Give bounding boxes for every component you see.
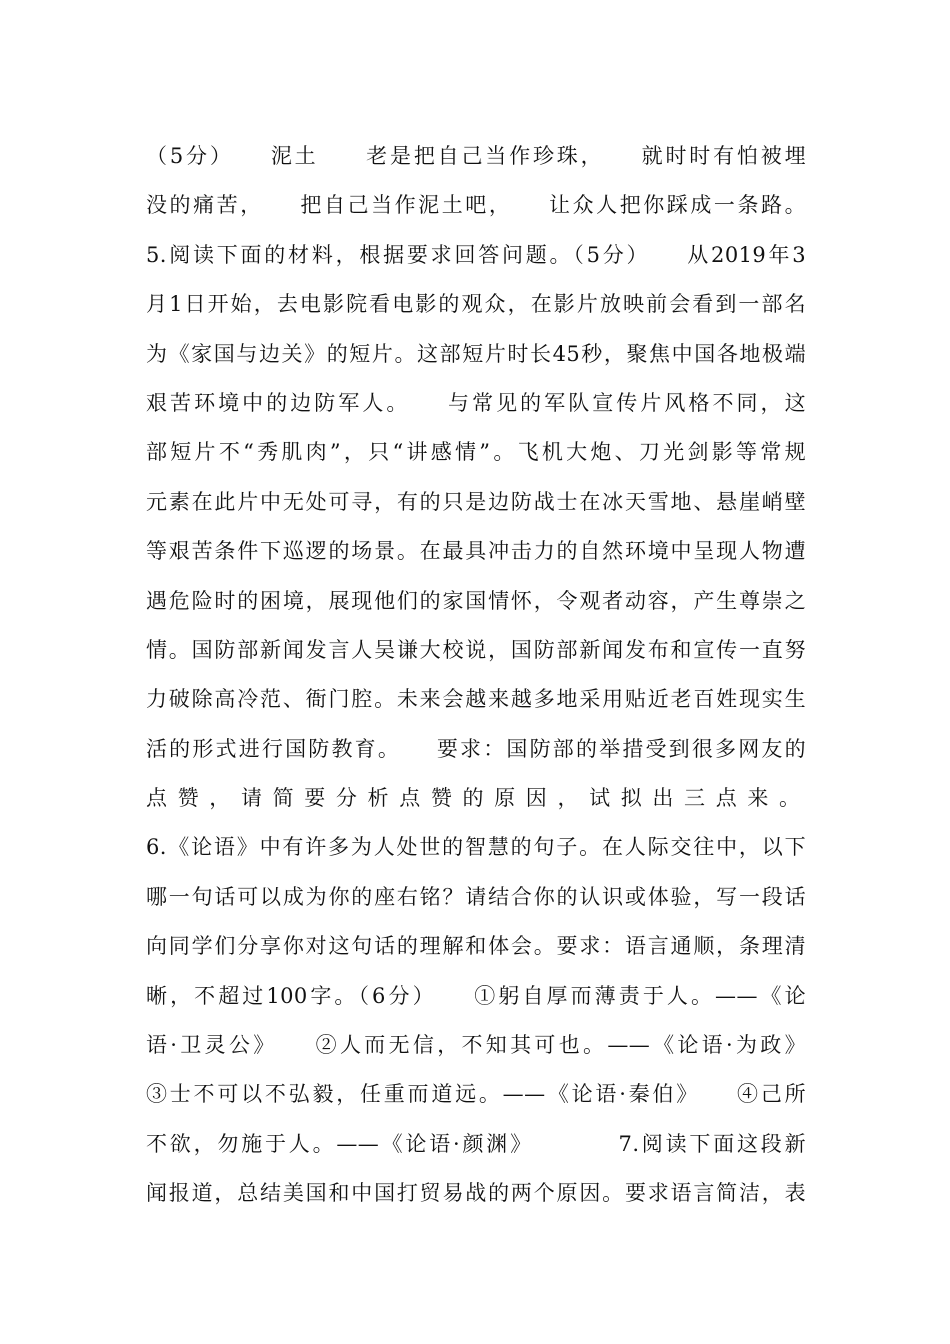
text-line: 为《家国与边关》的短片。这部短片时长45秒，聚焦中国各地极端 bbox=[146, 341, 806, 366]
text-line: 没的痛苦， 把自己当作泥土吧， 让众人把你踩成一条路。 bbox=[146, 193, 806, 218]
text-line: 5.阅读下面的材料，根据要求回答问题。（5分） 从2019年3 bbox=[146, 242, 806, 267]
text-line: 晰，不超过100字。（6分） ①躬自厚而薄责于人。——《论 bbox=[146, 983, 806, 1008]
text-line: 等艰苦条件下巡逻的场景。在最具冲击力的自然环境中呈现人物遭 bbox=[146, 539, 806, 564]
body-text bbox=[146, 132, 806, 1219]
text-line: 不欲，勿施于人。——《论语·颜渊》 7.阅读下面这段新 bbox=[146, 1131, 806, 1156]
text-line: 情。国防部新闻发言人吴谦大校说，国防部新闻发布和宣传一直努 bbox=[146, 637, 806, 662]
text-line: 向同学们分享你对这句话的理解和体会。要求：语言通顺，条理清 bbox=[146, 934, 806, 959]
text-line: 语·卫灵公》 ②人而无信，不知其可也。——《论语·为政》 bbox=[146, 1033, 806, 1058]
text-line: 艰苦环境中的边防军人。 与常见的军队宣传片风格不同，这 bbox=[146, 390, 806, 415]
text-line: 点赞，请简要分析点赞的原因，试拟出三点来。 bbox=[146, 786, 806, 811]
text-line: 遇危险时的困境，展现他们的家国情怀，令观者动容，产生尊崇之 bbox=[146, 588, 806, 613]
text-line: （5分） 泥土 老是把自己当作珍珠， 就时时有怕被埋 bbox=[146, 144, 806, 168]
text-line: 哪一句话可以成为你的座右铭？请结合你的认识或体验，写一段话 bbox=[146, 884, 806, 909]
text-line: 闻报道，总结美国和中国打贸易战的两个原因。要求语言简洁，表 bbox=[146, 1181, 806, 1206]
text-line: 部短片不“秀肌肉”，只“讲感情”。飞机大炮、刀光剑影等常规 bbox=[146, 440, 806, 465]
text-line: 元素在此片中无处可寻，有的只是边防战士在冰天雪地、悬崖峭壁 bbox=[146, 489, 806, 514]
text-line: 活的形式进行国防教育。 要求：国防部的举措受到很多网友的 bbox=[146, 736, 806, 761]
text-line: 6.《论语》中有许多为人处世的智慧的句子。在人际交往中，以下 bbox=[146, 835, 806, 860]
text-line: 月1日开始，去电影院看电影的观众，在影片放映前会看到一部名 bbox=[146, 292, 806, 317]
text-line: ③士不可以不弘毅，任重而道远。——《论语·秦伯》 ④己所 bbox=[146, 1082, 806, 1107]
text-line: 力破除高冷范、衙门腔。未来会越来越多地采用贴近老百姓现实生 bbox=[146, 687, 806, 712]
